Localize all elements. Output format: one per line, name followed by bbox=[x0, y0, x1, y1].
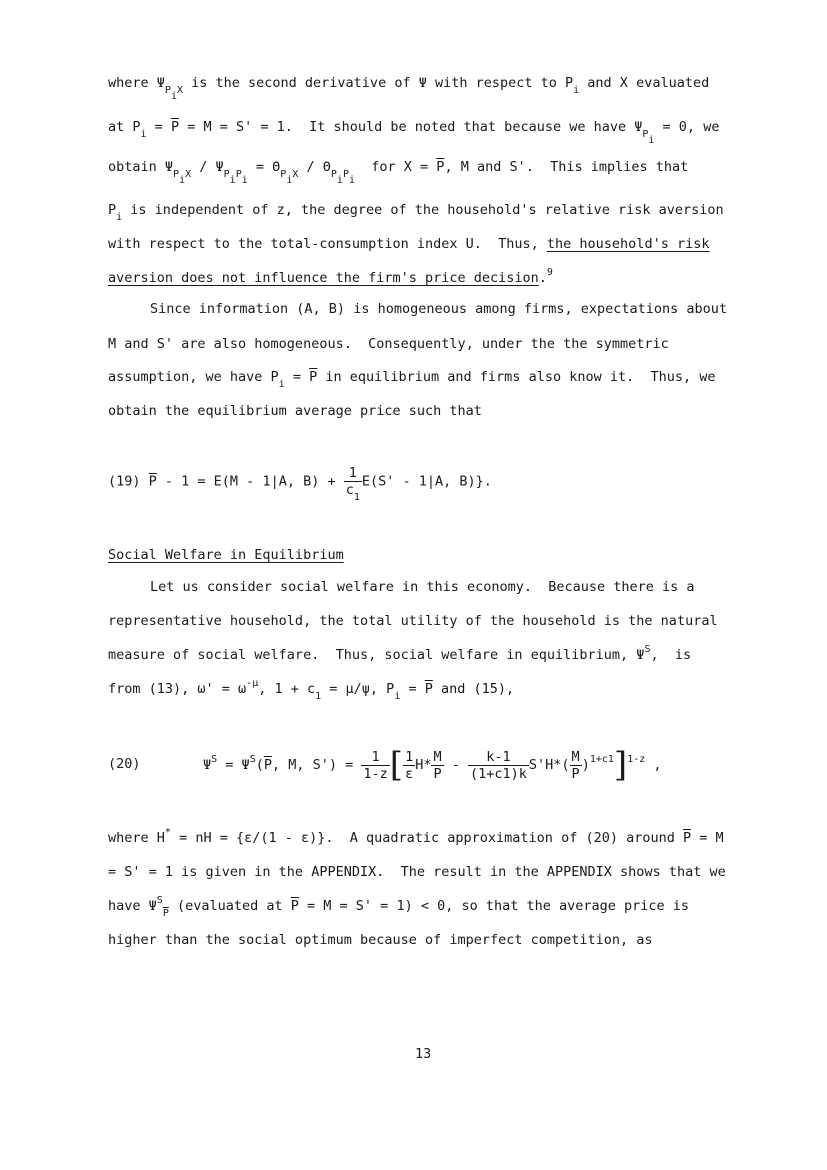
p1-line4: $P_i$ is independent of z, the degree of the household's relative risk aversion bbox=[108, 202, 724, 223]
p3-line4: from (13), $\omega' = \omega^{-\mu}$, $1 + c_1 = \mu/\psi$, $P_i = \overline{P}$ and (15), bbox=[108, 678, 515, 702]
p1-line3: obtain $\Psi_{P_iX} / \Psi_{P_iP_i} = \Theta_{P_iX} / \Theta_{P_iP_i}$ for $X = \overline{P}$, M and S'. This implies that bbox=[108, 159, 689, 186]
p2-line4: obtain the equilibrium average price such that bbox=[108, 403, 482, 419]
equation-20: (20) $\Psi^S = \Psi^S(\overline{P}$, M, S') = $\frac{1}{1-z}$ [ $\frac{1}{\varepsilon}$ H* $\frac{M}{P}$ - $\frac{k-1}{(1+c1)k}$ S'H*( $\frac{M}{P}$ )$^{1+c1}$]$^{1-z}$ , bbox=[108, 745, 662, 785]
p4-line2: = S' = 1 is given in the APPENDIX. The result in the APPENDIX shows that we bbox=[108, 864, 726, 880]
p2-line3: assumption, we have $P_i = \overline{P}$ in equilibrium and firms also know it. Thus, we bbox=[108, 369, 716, 390]
p1-line2: at $P_i = \overline{P} = M = S' = 1$. It should be noted that because we have $\Psi_{P_i} = 0$, we bbox=[108, 119, 720, 146]
p2-line2: M and S' are also homogeneous. Consequently, under the the symmetric bbox=[108, 336, 669, 352]
p3-line2: representative household, the total utility of the household is the natural bbox=[108, 613, 718, 629]
p4-line3: have $\Psi^S_{\overline{P}}$ (evaluated at $\overline{P} = M = S' = 1) < 0$, so that the average price is bbox=[108, 895, 690, 919]
page-number: 13 bbox=[415, 1046, 432, 1062]
p2-line1: Since information (A, B) is homogeneous among firms, expectations about bbox=[150, 301, 728, 317]
p4-line4: higher than the social optimum because of imperfect competition, as bbox=[108, 932, 653, 948]
footnote-marker: 9 bbox=[546, 267, 553, 278]
p1-line6: aversion does not influence the firm's price decision.$^9$ bbox=[108, 267, 553, 286]
section-heading: Social Welfare in Equilibrium bbox=[108, 547, 344, 563]
eq19-fraction: $\frac{1}{c_1}$ bbox=[345, 465, 360, 503]
equation-19: (19) $\overline{P} - 1 = E(M - 1|A$, B) + $\frac{1}{c_1}$ E(S' - 1|A, B)}. bbox=[108, 465, 492, 503]
p1-line5: with respect to the total-consumption index U. Thus, the household's risk bbox=[108, 236, 710, 252]
p4-line1: where H* = nH = {ε/(1 - ε)}. A quadratic approximation of (20) around $\overline{P} = M$ bbox=[108, 827, 724, 846]
p1-line1: where $\Psi_{P_iX}$ is the second derivative of Ψ with respect to $P_i$ and X evaluated bbox=[108, 75, 710, 102]
p3-line3: measure of social welfare. Thus, social welfare in equilibrium, $\Psi^S$, is bbox=[108, 644, 692, 663]
p3-line1: Let us consider social welfare in this economy. Because there is a bbox=[150, 579, 695, 595]
